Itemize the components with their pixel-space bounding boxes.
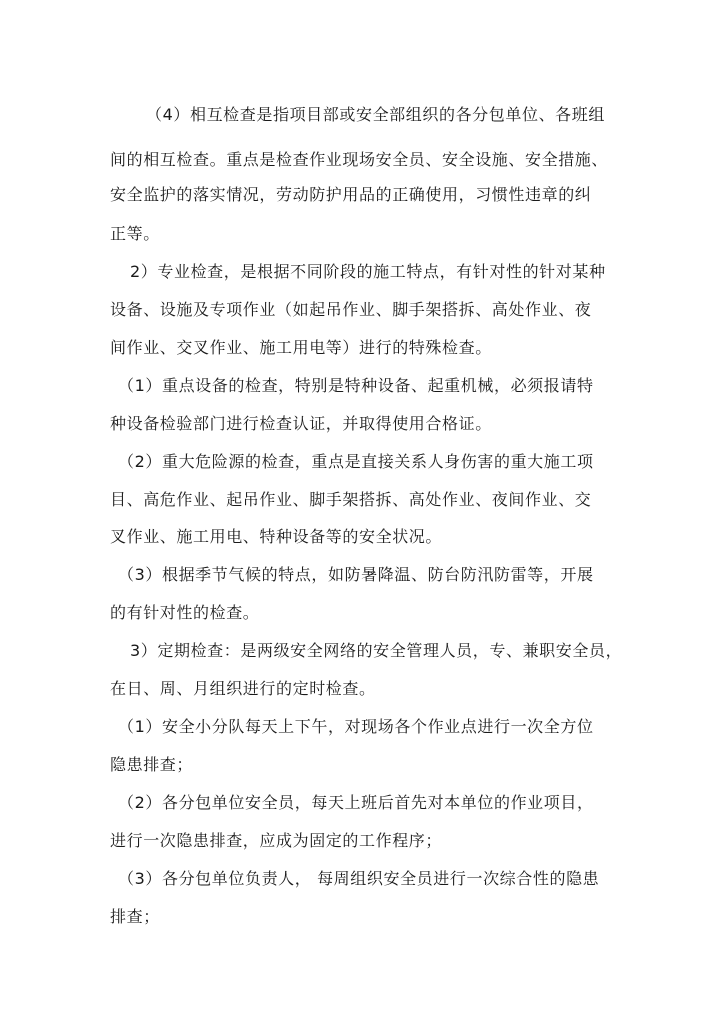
- text-line: 间作业、交叉作业、施工用电等）进行的特殊检查。: [110, 338, 492, 357]
- text-line: （3）根据季节气候的特点，如防暑降温、防台防汛防雷等，开展: [118, 565, 594, 584]
- text-line: 设备、设施及专项作业（如起吊作业、脚手架搭拆、高处作业、夜: [110, 300, 592, 319]
- text-line: （3）各分包单位负责人， 每周组织安全员进行一次综合性的隐患: [118, 869, 600, 888]
- text-line: 2）专业检查，是根据不同阶段的施工特点，有针对性的针对某种: [130, 262, 606, 281]
- text-line: （4）相互检查是指项目部或安全部组织的各分包单位、各班组: [146, 105, 605, 124]
- text-line: 间的相互检查。重点是检查作业现场安全员、安全设施、安全措施、: [110, 150, 609, 169]
- text-line: 目、高危作业、起吊作业、脚手架搭拆、高处作业、夜间作业、交: [110, 490, 592, 509]
- text-line: 进行一次隐患排查，应成为固定的工作程序；: [110, 831, 443, 850]
- text-line: （1）安全小分队每天上下午，对现场各个作业点进行一次全方位: [118, 717, 594, 736]
- text-line: 的有针对性的检查。: [110, 603, 260, 622]
- text-line: 3）定期检查：是两级安全网络的安全管理人员，专、兼职安全员，: [130, 641, 623, 660]
- text-line: 种设备检验部门进行检查认证，并取得使用合格证。: [110, 414, 492, 433]
- text-line: （1）重点设备的检查，特别是特种设备、起重机械，必须报请特: [118, 376, 594, 395]
- text-line: 排查；: [110, 907, 160, 926]
- text-line: 正等。: [110, 224, 160, 243]
- text-line: 安全监护的落实情况，劳动防护用品的正确使用，习惯性违章的纠: [110, 185, 592, 204]
- text-line: （2）重大危险源的检查，重点是直接关系人身伤害的重大施工项: [118, 452, 594, 471]
- text-line: 在日、周、月组织进行的定时检查。: [110, 679, 376, 698]
- text-line: 隐患排查；: [110, 755, 194, 774]
- text-line: 叉作业、施工用电、特种设备等的安全状况。: [110, 527, 443, 546]
- text-line: （2）各分包单位安全员，每天上班后首先对本单位的作业项目，: [118, 793, 594, 812]
